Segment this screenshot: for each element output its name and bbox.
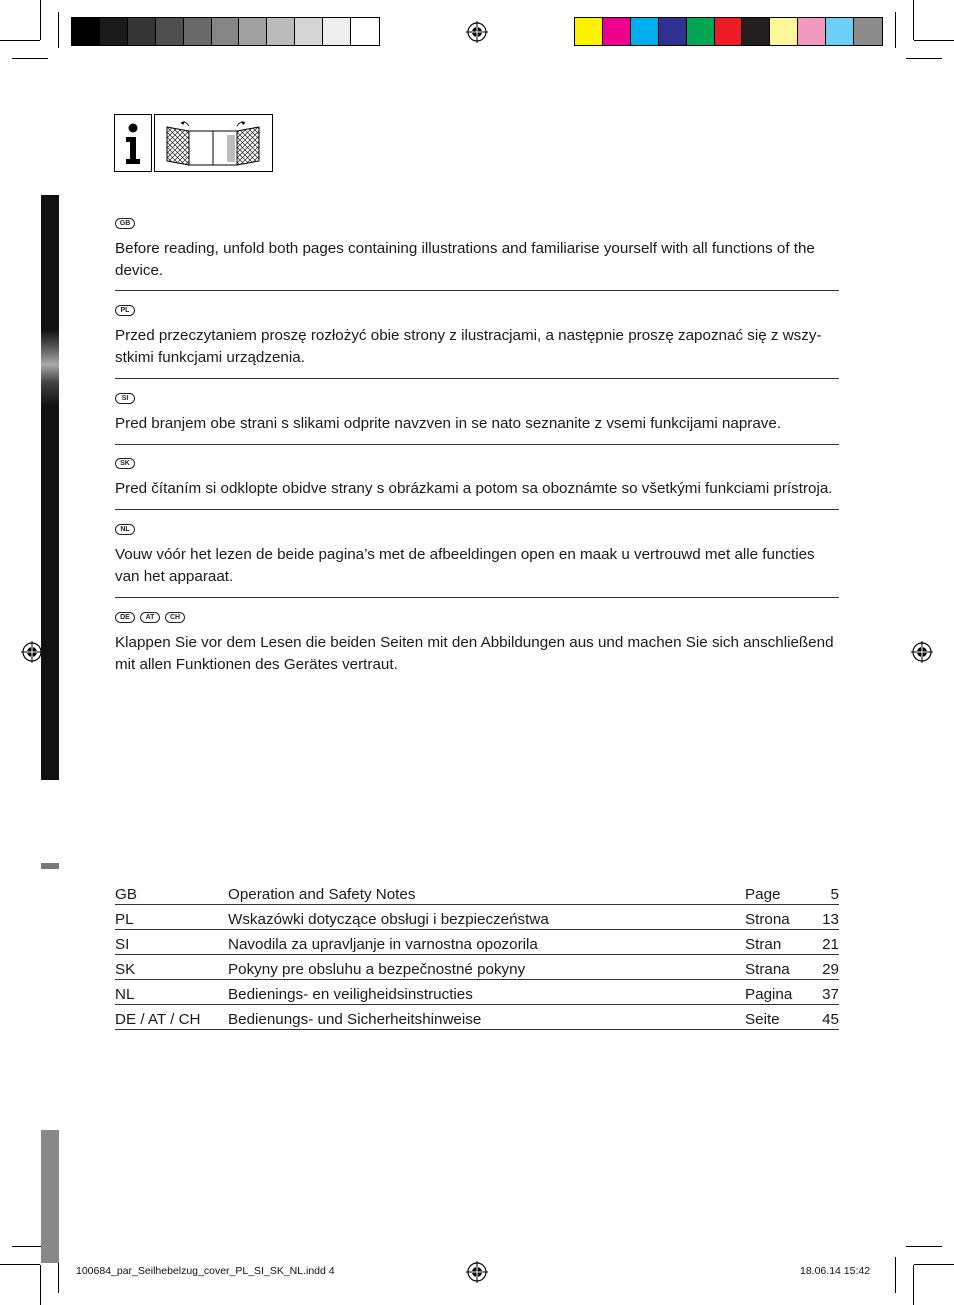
toc-language-code: SI: [115, 930, 228, 955]
note-text: Pred čítaním si odklopte obidve strany s obrázkami a potom sa oboznámte so všetkými funkciami prístroja.: [115, 480, 833, 497]
note-sk: [115, 458, 839, 500]
gray-swatch-7: [267, 18, 295, 45]
note-text: Pred branjem obe strani s slikami odprite navzven in se nato seznanite z vsemi funkcijami naprave.: [115, 415, 782, 432]
divider: [115, 290, 839, 291]
toc-page-number: 29: [805, 955, 839, 980]
note-text: Przed przeczytaniem proszę rozłożyć obie strony z ilustracjami, a następnie proszę zapoznać się z wszy-stkimi funkcjami urządzenia.: [115, 327, 822, 366]
unfold-pages-icon: [155, 115, 272, 171]
gray-swatch-2: [128, 18, 156, 45]
registration-mark-icon: [466, 21, 488, 43]
process-swatch-3: [659, 18, 687, 45]
process-swatch-10: [854, 18, 882, 45]
unfold-icon-box: [154, 114, 273, 172]
toc-language-code: NL: [115, 980, 228, 1005]
toc-page-label: Pagina: [745, 980, 805, 1005]
note-text: Vouw vóór het lezen de beide pagina’s met de afbeeldingen open en maak u vertrouwd met alle functies van het apparaat.: [115, 546, 815, 585]
toc-page-label: Page: [745, 880, 805, 905]
side-bar-dark: [41, 195, 59, 780]
side-bar-gray: [41, 1130, 59, 1263]
language-badge: GB: [115, 218, 135, 229]
note-pl: [115, 305, 839, 369]
divider: [115, 444, 839, 445]
divider: [115, 597, 839, 598]
process-swatch-4: [687, 18, 715, 45]
toc-title: Bedienungs- und Sicherheitshinweise: [228, 1005, 745, 1030]
process-swatch-0: [575, 18, 603, 45]
language-badge: AT: [140, 612, 160, 623]
process-swatch-5: [715, 18, 743, 45]
toc-row: [115, 905, 839, 930]
toc-language-code: PL: [115, 905, 228, 930]
toc-page-number: 13: [805, 905, 839, 930]
note-text: Klappen Sie vor dem Lesen die beiden Seiten mit den Abbildungen aus und machen Sie sich anschließend mit allen Funktionen des Gerätes vertraut.: [115, 634, 834, 673]
gray-swatch-4: [184, 18, 212, 45]
language-badge: NL: [115, 524, 135, 535]
toc-page-label: Strona: [745, 905, 805, 930]
gray-swatch-9: [323, 18, 351, 45]
footer-datetime: 18.06.14 15:42: [800, 1265, 871, 1277]
process-swatch-1: [603, 18, 631, 45]
toc-page-label: Seite: [745, 1005, 805, 1030]
toc-language-code: DE / AT / CH: [115, 1005, 228, 1030]
toc-page-number: 45: [805, 1005, 839, 1030]
divider: [115, 378, 839, 379]
toc-language-code: SK: [115, 955, 228, 980]
language-badge: SK: [115, 458, 135, 469]
language-badge: SI: [115, 393, 135, 404]
registration-mark-icon: [911, 641, 933, 663]
toc-title: Wskazówki dotyczące obsługi i bezpieczeństwa: [228, 905, 745, 930]
registration-mark-icon: [21, 641, 43, 663]
toc-page-number: 21: [805, 930, 839, 955]
gray-swatch-0: [72, 18, 100, 45]
toc-title: Navodila za upravljanje in varnostna opozorila: [228, 930, 745, 955]
note-text: Before reading, unfold both pages containing illustrations and familiarise yourself with all functions of the device.: [115, 240, 815, 279]
process-swatch-8: [798, 18, 826, 45]
divider: [115, 509, 839, 510]
gray-swatch-5: [212, 18, 240, 45]
note-de-at-ch: [115, 612, 839, 676]
toc-row: [115, 980, 839, 1005]
process-color-bar: [574, 17, 883, 46]
side-bar-small: [41, 863, 59, 869]
process-swatch-6: [742, 18, 770, 45]
process-swatch-9: [826, 18, 854, 45]
process-swatch-7: [770, 18, 798, 45]
grayscale-color-bar: [71, 17, 380, 46]
language-badge: PL: [115, 305, 135, 316]
note-si: [115, 393, 839, 435]
toc-title: Pokyny pre obsluhu a bezpečnostné pokyny: [228, 955, 745, 980]
toc-row: [115, 880, 839, 905]
toc-title: Operation and Safety Notes: [228, 880, 745, 905]
info-icon-box: [114, 114, 152, 172]
gray-swatch-3: [156, 18, 184, 45]
info-i-icon: [115, 115, 151, 171]
note-nl: [115, 524, 839, 588]
toc-page-number: 5: [805, 880, 839, 905]
toc-language-code: GB: [115, 880, 228, 905]
toc-row: [115, 1005, 839, 1030]
gray-swatch-10: [351, 18, 379, 45]
gray-swatch-1: [100, 18, 128, 45]
toc-page-label: Strana: [745, 955, 805, 980]
footer-filename: 100684_par_Seilhebelzug_cover_PL_SI_SK_NL.indd 4: [76, 1265, 335, 1277]
table-of-contents: [115, 880, 839, 1030]
toc-row: [115, 930, 839, 955]
toc-title: Bedienings- en veiligheidsinstructies: [228, 980, 745, 1005]
language-badge: CH: [165, 612, 185, 623]
note-gb: [115, 218, 839, 282]
process-swatch-2: [631, 18, 659, 45]
toc-page-number: 37: [805, 980, 839, 1005]
toc-page-label: Stran: [745, 930, 805, 955]
language-badge: DE: [115, 612, 135, 623]
gray-swatch-6: [239, 18, 267, 45]
gray-swatch-8: [295, 18, 323, 45]
toc-row: [115, 955, 839, 980]
registration-mark-icon: [466, 1261, 488, 1283]
